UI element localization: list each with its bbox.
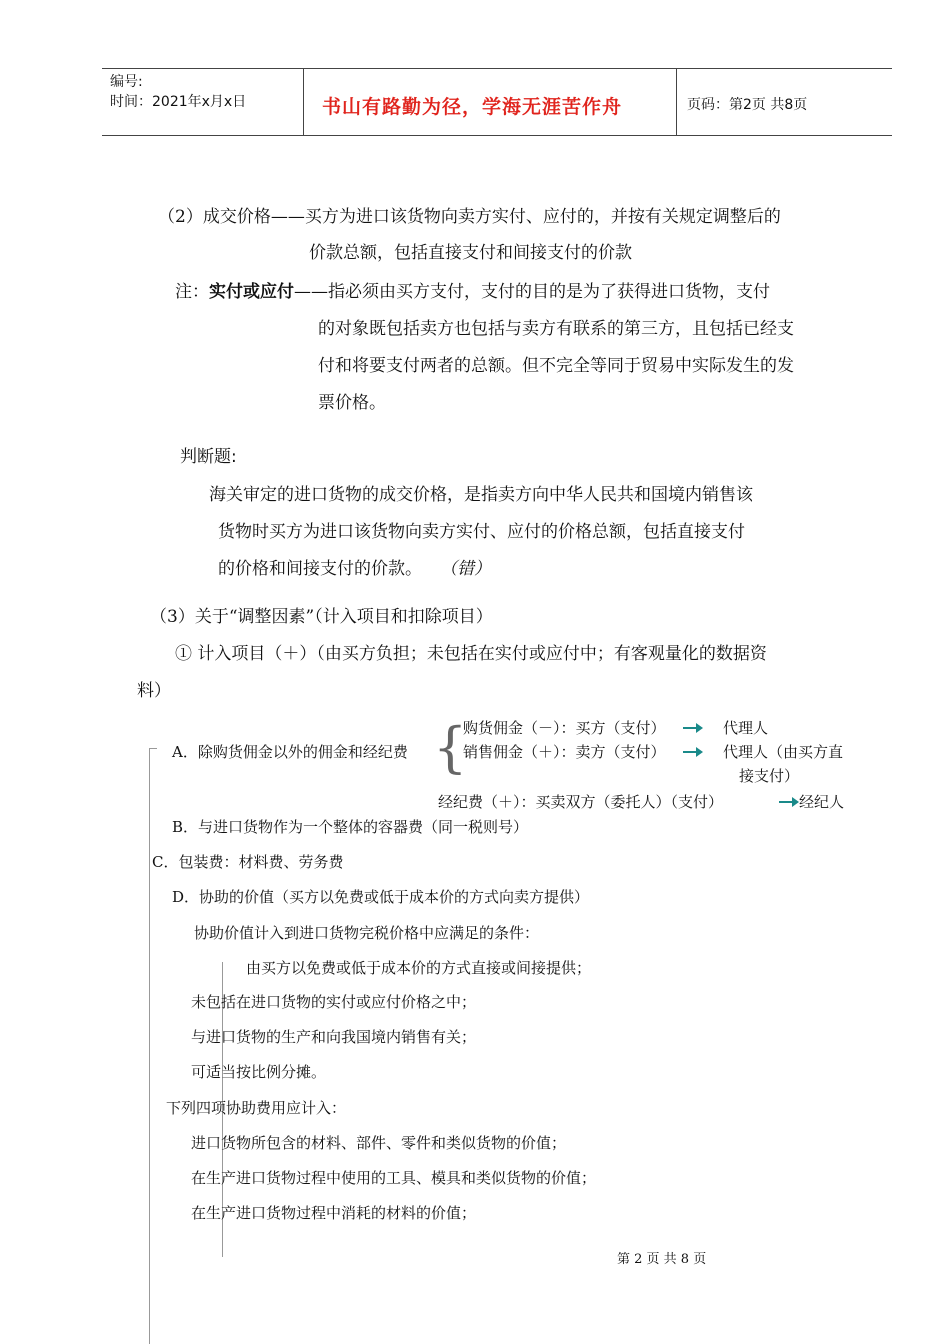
purchase-target: 代理人	[723, 719, 769, 737]
item1-line2: 料）	[137, 681, 171, 701]
note-line4: 票价格。	[318, 393, 386, 413]
section2-line2: 价款总额，包括直接支付和间接支付的价款	[309, 243, 632, 263]
sales-target: 代理人（由买方直	[723, 743, 844, 761]
condition-2: 未包括在进口货物的实付或应付价格之中；	[191, 993, 477, 1011]
four-item-3: 在生产进口货物过程中消耗的材料的价值；	[191, 1204, 477, 1222]
sales-commission: 销售佣金（＋）：卖方（支付）	[463, 743, 666, 761]
item-C: C．包装费：材料费、劳务费	[152, 853, 344, 871]
broker-target: 经纪人	[799, 793, 845, 811]
four-items-title: 下列四项协助费用应计入：	[166, 1099, 347, 1117]
condition-1: 由买方以免费或低于成本价的方式直接或间接提供；	[246, 959, 592, 977]
header-number: 编号:	[110, 74, 143, 90]
note-line3: 付和将要支付两者的总额。但不完全等同于贸易中实际发生的发	[318, 356, 794, 376]
header-motto: 书山有路勤为径，学海无涯苦作舟	[322, 96, 623, 118]
section3-title: （3）关于“调整因素”（计入项目和扣除项目）	[150, 607, 493, 627]
item-A-label: A．除购货佣金以外的佣金和经纪费	[172, 743, 408, 761]
note-term: 实付或应付	[209, 282, 294, 302]
item-B: B．与进口货物作为一个整体的容器费（同一税则号）	[172, 818, 529, 836]
outer-bracket-tick	[149, 748, 157, 749]
broker-arrow	[779, 801, 793, 803]
outer-bracket-line	[149, 748, 150, 1344]
four-item-1: 进口货物所包含的材料、部件、零件和类似货物的价值；	[191, 1134, 567, 1152]
purchase-arrow	[683, 727, 697, 729]
header-bottom-rule	[102, 135, 892, 136]
header-divider-2	[676, 68, 677, 136]
conditions-title: 协助价值计入到进口货物完税价格中应满足的条件：	[194, 924, 540, 942]
note-prefix: 注：	[175, 282, 209, 302]
header-divider-1	[303, 68, 304, 136]
item-A-brace: {	[433, 716, 468, 779]
four-item-2: 在生产进口货物过程中使用的工具、模具和类似货物的价值；	[191, 1169, 597, 1187]
footer-page-number: 第 2 页 共 8 页	[617, 1252, 707, 1267]
judgment-answer: （错）	[440, 559, 491, 579]
section2-line1: （2）成交价格——买方为进口该货物向卖方实付、应付的，并按有关规定调整后的	[158, 207, 781, 227]
note-line1	[175, 281, 770, 303]
sales-arrow	[683, 751, 697, 753]
condition-3: 与进口货物的生产和向我国境内销售有关；	[191, 1028, 477, 1046]
condition-4: 可适当按比例分摊。	[191, 1063, 327, 1081]
judgment-line1: 海关审定的进口货物的成交价格，是指卖方向中华人民共和国境内销售该	[209, 485, 753, 505]
purchase-commission: 购货佣金（－）：买方（支付）	[463, 719, 666, 737]
note-line2: 的对象既包括卖方也包括与卖方有联系的第三方，且包括已经支	[318, 319, 794, 339]
item-D: D．协助的价值（买方以免费或低于成本价的方式向卖方提供）	[172, 888, 590, 906]
broker-fee: 经纪费（＋）：买卖双方（委托人）（支付）	[438, 793, 724, 811]
judgment-line3	[218, 558, 491, 580]
judgment-line2: 货物时买方为进口该货物向卖方实付、应付的价格总额，包括直接支付	[218, 522, 745, 542]
note-line1-rest: ——指必须由买方支付，支付的目的是为了获得进口货物，支付	[294, 282, 770, 302]
header-time: 时间：2021年x月x日	[110, 94, 247, 110]
header-page-info: 页码：第2页 共8页	[687, 97, 808, 113]
header-top-rule	[102, 68, 892, 69]
item1-line1: ① 计入项目（＋）（由买方负担；未包括在实付或应付中；有客观量化的数据资	[175, 644, 767, 664]
judgment-line3-text: 的价格和间接支付的价款。	[218, 559, 422, 579]
sales-target-cont: 接支付）	[739, 767, 800, 785]
judgment-title: 判断题:	[180, 447, 237, 467]
